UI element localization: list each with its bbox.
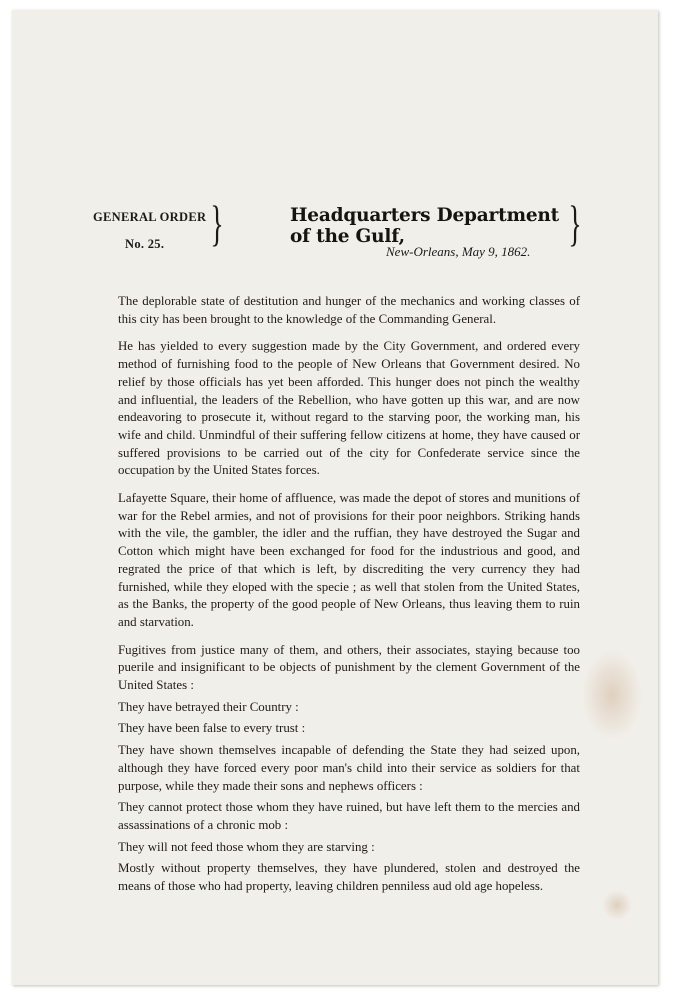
left-brace-ornament: } (210, 195, 224, 251)
headquarters-title: Headquarters Department of the Gulf, (290, 205, 559, 247)
paragraph: Lafayette Square, their home of affluence, was made the depot of stores and munitions of war for the Rebel armies, and not of provisions for their poor neighbors. Striking hands with the vile, the gambler, the idler and the ruffian, they have destroyed the Sugar and Cotton which might have been exchanged for food for the industrious and good, and regrated the price of that which is left, by discrediting the very currency they had furnished, while they eloped with the specie ; as well that stolen from the United States, as the Banks, the property of the good people of New Orleans, thus leaving them to ruin and starvation. (118, 491, 580, 629)
order-label: GENERAL ORDER (93, 210, 207, 224)
right-brace-ornament: } (568, 195, 582, 251)
list-item: They have betrayed their Country : (118, 699, 299, 714)
list-item: They will not feed those whom they are starving : (118, 839, 375, 854)
list-item: They cannot protect those whom they have ruined, but have left them to the mercies and assassinations of a chronic mob : (118, 800, 580, 832)
paragraph: He has yielded to every suggestion made by the City Government, and ordered every method of furnishing food to the people of New Orleans that Government desired. No relief by those officials has yet been afforded. This hunger does not pinch the wealthy and influential, the leaders of the Rebellion, who have gotten up this war, and are now endeavoring to prosecute it, without regard to the starving poor, the working man, his wife and child. Unmindful of their suffering fellow citizens at home, they have caused or suffered provisions to be carried out of the city for Confederate service since the occupation by the United States forces. (118, 339, 580, 478)
list-item: They have been false to every trust : (118, 721, 306, 736)
paragraph: Fugitives from justice many of them, and others, their associates, staying because too puerile and insignificant to be objects of punishment by the clement Government of the United States : (118, 642, 580, 693)
order-number: No. 25. (125, 237, 165, 251)
order-designation (93, 210, 208, 252)
foxing-stain (602, 890, 632, 920)
list-item: Mostly without property themselves, they have plundered, stolen and destroyed the means of those who had property, leaving children penniless aud old age hopeless. (118, 861, 580, 894)
order-body (118, 293, 580, 900)
paragraph: The deplorable state of destitution and hunger of the mechanics and working classes of this city has been brought to the knowledge of the Commanding General. (118, 294, 580, 326)
date-line: New-Orleans, May 9, 1862. (386, 244, 531, 259)
list-item: They have shown themselves incapable of defending the State they had seized upon, although they have forced every poor man's child into their service as soldiers for that purpose, while they made their sons and nephews officers : (118, 743, 580, 793)
foxing-stain (582, 650, 642, 740)
